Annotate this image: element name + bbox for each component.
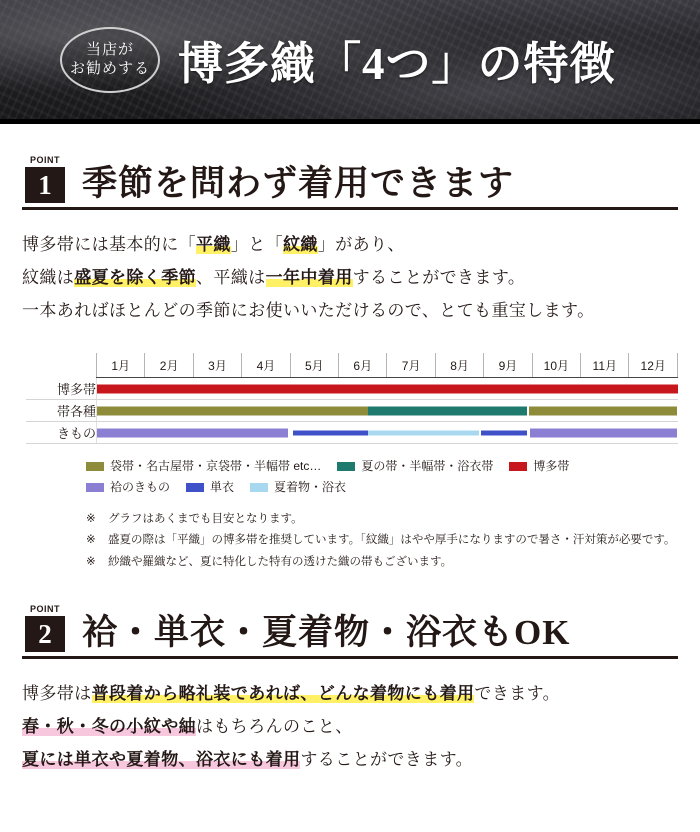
bar-segment-obi-olive-b [529, 406, 677, 415]
bar-segment-kimono-awase-a [97, 428, 288, 437]
legend-label: 夏の帯・半幅帯・浴衣帯 [361, 459, 494, 474]
legend-item [337, 456, 493, 476]
chart-row-label: 博多帯 [26, 378, 97, 400]
banner-title: 博多織「4つ」の特徴 [178, 39, 616, 89]
legend-item [86, 456, 321, 476]
highlight-seika: 盛夏を除く季節 [74, 268, 197, 288]
badge-line-2: お勧めする [69, 59, 150, 77]
chart-month-header: 11月 [581, 353, 629, 378]
legend-label: 袷のきもの [110, 479, 171, 494]
point-1-line-2: 紋織は盛夏を除く季節、平織は一年中着用することができます。 [22, 268, 526, 288]
legend-item [186, 477, 234, 497]
chart-row-bars [97, 400, 678, 422]
chart-row-bars [97, 378, 678, 400]
chart-legend-row-2 [86, 477, 678, 497]
chart-body [26, 378, 678, 444]
legend-label: 博多帯 [533, 459, 570, 474]
legend-swatch-lightblue [250, 483, 268, 492]
point-1-kicker: POINT [29, 155, 60, 165]
chart-header-row [26, 353, 678, 378]
section-point-1 [0, 154, 700, 573]
point-1-line-3: 一本あればほとんどの季節にお使いいただけるので、とても重宝します。 [22, 301, 595, 321]
page-header-banner [0, 0, 700, 124]
chart-row-hakataobi [26, 378, 678, 400]
legend-swatch-olive [86, 462, 104, 471]
point-2-kicker: POINT [29, 604, 60, 614]
legend-label: 袋帯・名古屋帯・京袋帯・半幅帯 etc… [110, 459, 322, 474]
legend-item [509, 456, 569, 476]
point-1-heading [22, 154, 678, 210]
season-chart-table [26, 353, 678, 444]
legend-item [250, 477, 346, 497]
recommend-badge [60, 27, 160, 93]
bar-segment-obi-olive-a [97, 406, 368, 415]
point-2-title: 袷・単衣・夏着物・浴衣もOK [82, 613, 571, 652]
chart-note [86, 509, 678, 530]
bar-segment-obi-teal [368, 406, 528, 415]
chart-month-header: 3月 [193, 353, 241, 378]
note-text: 盛夏の際は「平織」の博多帯を推奨しています。「紋織」はやや厚手になりますので暑さ・汗対策が必要です。 [108, 534, 676, 547]
bar-segment-hakataobi [97, 384, 678, 393]
chart-month-header: 12月 [629, 353, 678, 378]
chart-note [86, 552, 678, 573]
point-2-heading [22, 603, 678, 659]
point-2-line-1: 博多帯は普段着から略礼装であれば、どんな着物にも着用できます。 [22, 684, 561, 703]
badge-line-1: 当店が [85, 40, 134, 58]
chart-row-kimono [26, 422, 678, 444]
highlight-haruaki: 春・秋・冬の小紋や紬 [22, 717, 196, 737]
highlight-fudangi: 普段着から略礼装であれば、どんな着物にも着用 [91, 684, 475, 703]
point-1-title: 季節を問わず着用できます [82, 164, 515, 203]
legend-label: 夏着物・浴衣 [274, 479, 347, 494]
chart-row-label: きもの [26, 422, 97, 444]
chart-legend-row-1 [86, 456, 678, 476]
bar-segment-kimono-hitoe-b [481, 430, 527, 435]
bar-segment-kimono-hitoe-a [293, 430, 368, 435]
legend-item [86, 477, 170, 497]
legend-swatch-red [509, 462, 527, 471]
point-2-line-2: 春・秋・冬の小紋や紬はもちろんのこと、 [22, 717, 353, 737]
chart-note [86, 530, 678, 551]
point-1-number: 1 [25, 167, 65, 203]
chart-notes [26, 509, 678, 573]
bar-segment-kimono-awase-b [530, 428, 677, 437]
chart-month-header: 9月 [484, 353, 532, 378]
chart-legend [26, 456, 678, 497]
note-mark: ※ [86, 534, 96, 547]
point-1-badge [22, 154, 68, 203]
point-2-number: 2 [25, 616, 65, 652]
chart-month-header: 5月 [290, 353, 338, 378]
bar-segment-kimono-natsu [368, 430, 479, 435]
chart-month-header: 1月 [97, 353, 145, 378]
chart-month-header: 4月 [242, 353, 290, 378]
chart-month-header: 8月 [435, 353, 483, 378]
highlight-ichinenju: 一年中着用 [265, 268, 353, 288]
highlight-natsu: 夏には単衣や夏着物、浴衣にも着用 [22, 750, 301, 770]
point-1-line-1: 博多帯には基本的に「平織」と「紋織」があり、 [22, 235, 405, 254]
highlight-monori: 紋織 [283, 235, 318, 254]
legend-swatch-blue [186, 483, 204, 492]
note-mark: ※ [86, 555, 96, 568]
chart-corner-cell [26, 353, 97, 378]
chart-row-obi [26, 400, 678, 422]
legend-label: 単衣 [210, 479, 235, 494]
chart-month-header: 2月 [145, 353, 193, 378]
legend-swatch-teal [337, 462, 355, 471]
chart-month-header: 7月 [387, 353, 435, 378]
highlight-hiraori: 平織 [196, 235, 231, 254]
season-chart [22, 353, 678, 573]
chart-row-bars [97, 422, 678, 444]
chart-month-header: 10月 [532, 353, 580, 378]
note-mark: ※ [86, 513, 96, 526]
note-text: グラフはあくまでも目安となります。 [108, 513, 303, 526]
point-1-paragraph [22, 228, 678, 327]
section-point-2 [0, 603, 700, 776]
point-2-line-3: 夏には単衣や夏着物、浴衣にも着用することができます。 [22, 750, 474, 770]
point-2-paragraph [22, 677, 678, 776]
banner-content [0, 0, 700, 119]
note-text: 紗織や羅織など、夏に特化した特有の透けた織の帯もございます。 [108, 555, 453, 568]
point-2-badge [22, 603, 68, 652]
chart-row-label: 帯各種 [26, 400, 97, 422]
legend-swatch-purple [86, 483, 104, 492]
chart-month-header: 6月 [339, 353, 387, 378]
